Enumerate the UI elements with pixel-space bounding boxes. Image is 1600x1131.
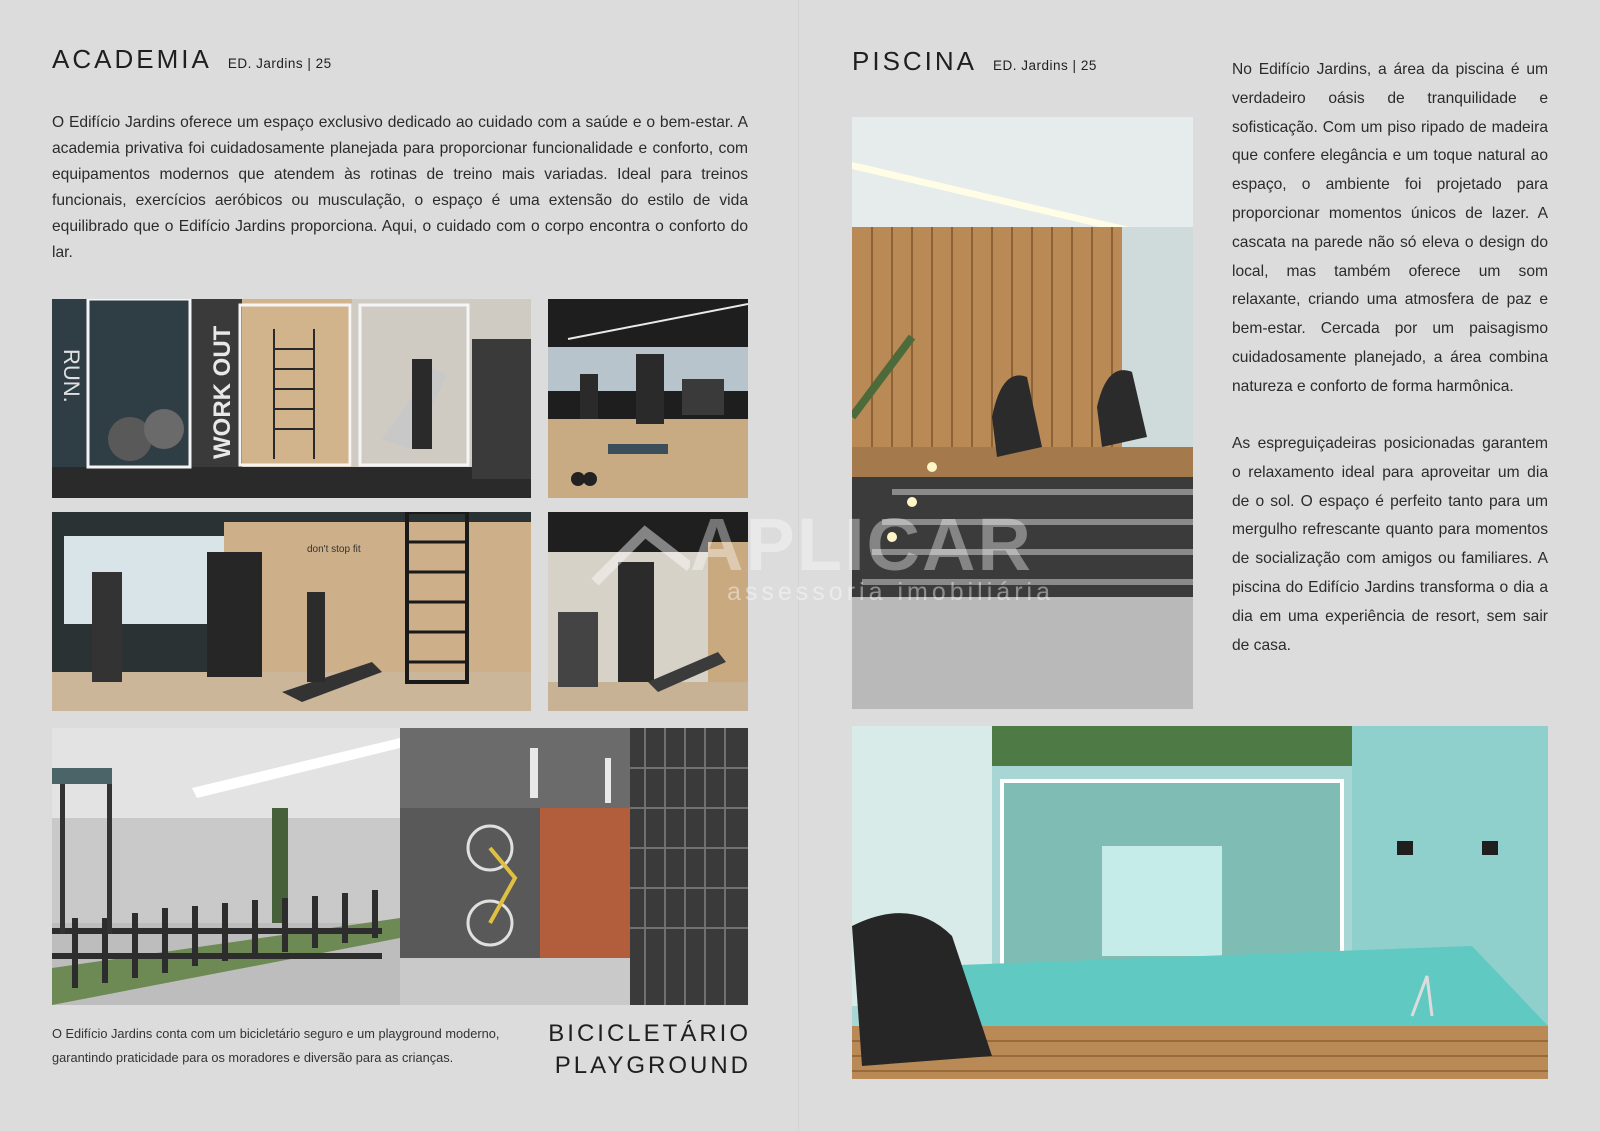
playground-photo xyxy=(52,728,400,1005)
run-wall-text: RUN. xyxy=(59,349,84,403)
bicicletario-title-line1: BICICLETÁRIO xyxy=(548,1020,751,1047)
piscina-title: PISCINA xyxy=(852,46,978,76)
bicicletario-title-line2: PLAYGROUND xyxy=(554,1052,751,1079)
academia-description: O Edifício Jardins oferece um espaço exclusivo dedicado ao cuidado com a saúde e o bem-estar. A academia privativa foi cuidadosamente planejada para proporcionar funcionalidade e conforto, com equipamentos modernos que atendem às rotinas de treino mais variadas. Ideal para treinos funcionais, exercícios aeróbicos ou musculação, o espaço é uma extensão do estilo de vida equilibrado que o Edifício Jardins proporciona. Aqui, o cuidado com o corpo encontra o conforto do lar. xyxy=(52,114,748,261)
piscina-description-1: No Edifício Jardins, a área da piscina é um verdadeiro oásis de tranquilidade e sofisticação. Com um piso ripado de madeira que confere elegância e um toque natural ao espaço, o ambiente foi projetado para proporcionar momentos únicos de lazer. A cascata na parede não só eleva o design do local, mas também oferece um som relaxante, criando uma atmosfera de paz e bem-estar. Cercada por um paisagismo cuidadosamente planejado, a área combina natureza e conforto de forma harmônica. xyxy=(1232,61,1548,395)
piscina-header xyxy=(852,46,1097,77)
page-divider xyxy=(798,0,799,1131)
bicicletario-title xyxy=(548,1018,751,1082)
gym-photo-2 xyxy=(548,299,748,498)
piscina-description-2: As espreguiçadeiras posicionadas garantem o relaxamento ideal para aproveitar um dia de o sol. O espaço é perfeito tanto para um mergulho refrescante quanto para momentos de socialização com amigos ou familiares. A piscina do Edifício Jardins transforma o dia a dia em uma experiência de resort, sem sair de casa. xyxy=(1232,435,1548,654)
gym-photo-3 xyxy=(52,512,531,711)
gym-photo-1 xyxy=(52,299,531,498)
pool-photo xyxy=(852,726,1548,1079)
academia-title: ACADEMIA xyxy=(52,44,212,74)
piscina-subtitle: ED. Jardins | 25 xyxy=(993,58,1097,73)
bicicletario-caption: O Edifício Jardins conta com um bicicletário seguro e um playground moderno, garantindo praticidade para os moradores e diversão para as crianças. xyxy=(52,1026,500,1065)
academia-header xyxy=(52,44,332,75)
pool-deck-photo xyxy=(852,117,1193,709)
watermark-tagline: assessoria imobiliária xyxy=(727,578,1054,606)
gym-slogan-text: don't stop fit xyxy=(307,544,361,555)
bike-rack-photo xyxy=(400,728,748,1005)
academia-subtitle: ED. Jardins | 25 xyxy=(227,56,332,71)
gym-photo-4 xyxy=(548,512,748,711)
work-out-wall-text: WORK OUT xyxy=(209,325,236,459)
watermark-brand: APLICAR xyxy=(690,503,1033,586)
